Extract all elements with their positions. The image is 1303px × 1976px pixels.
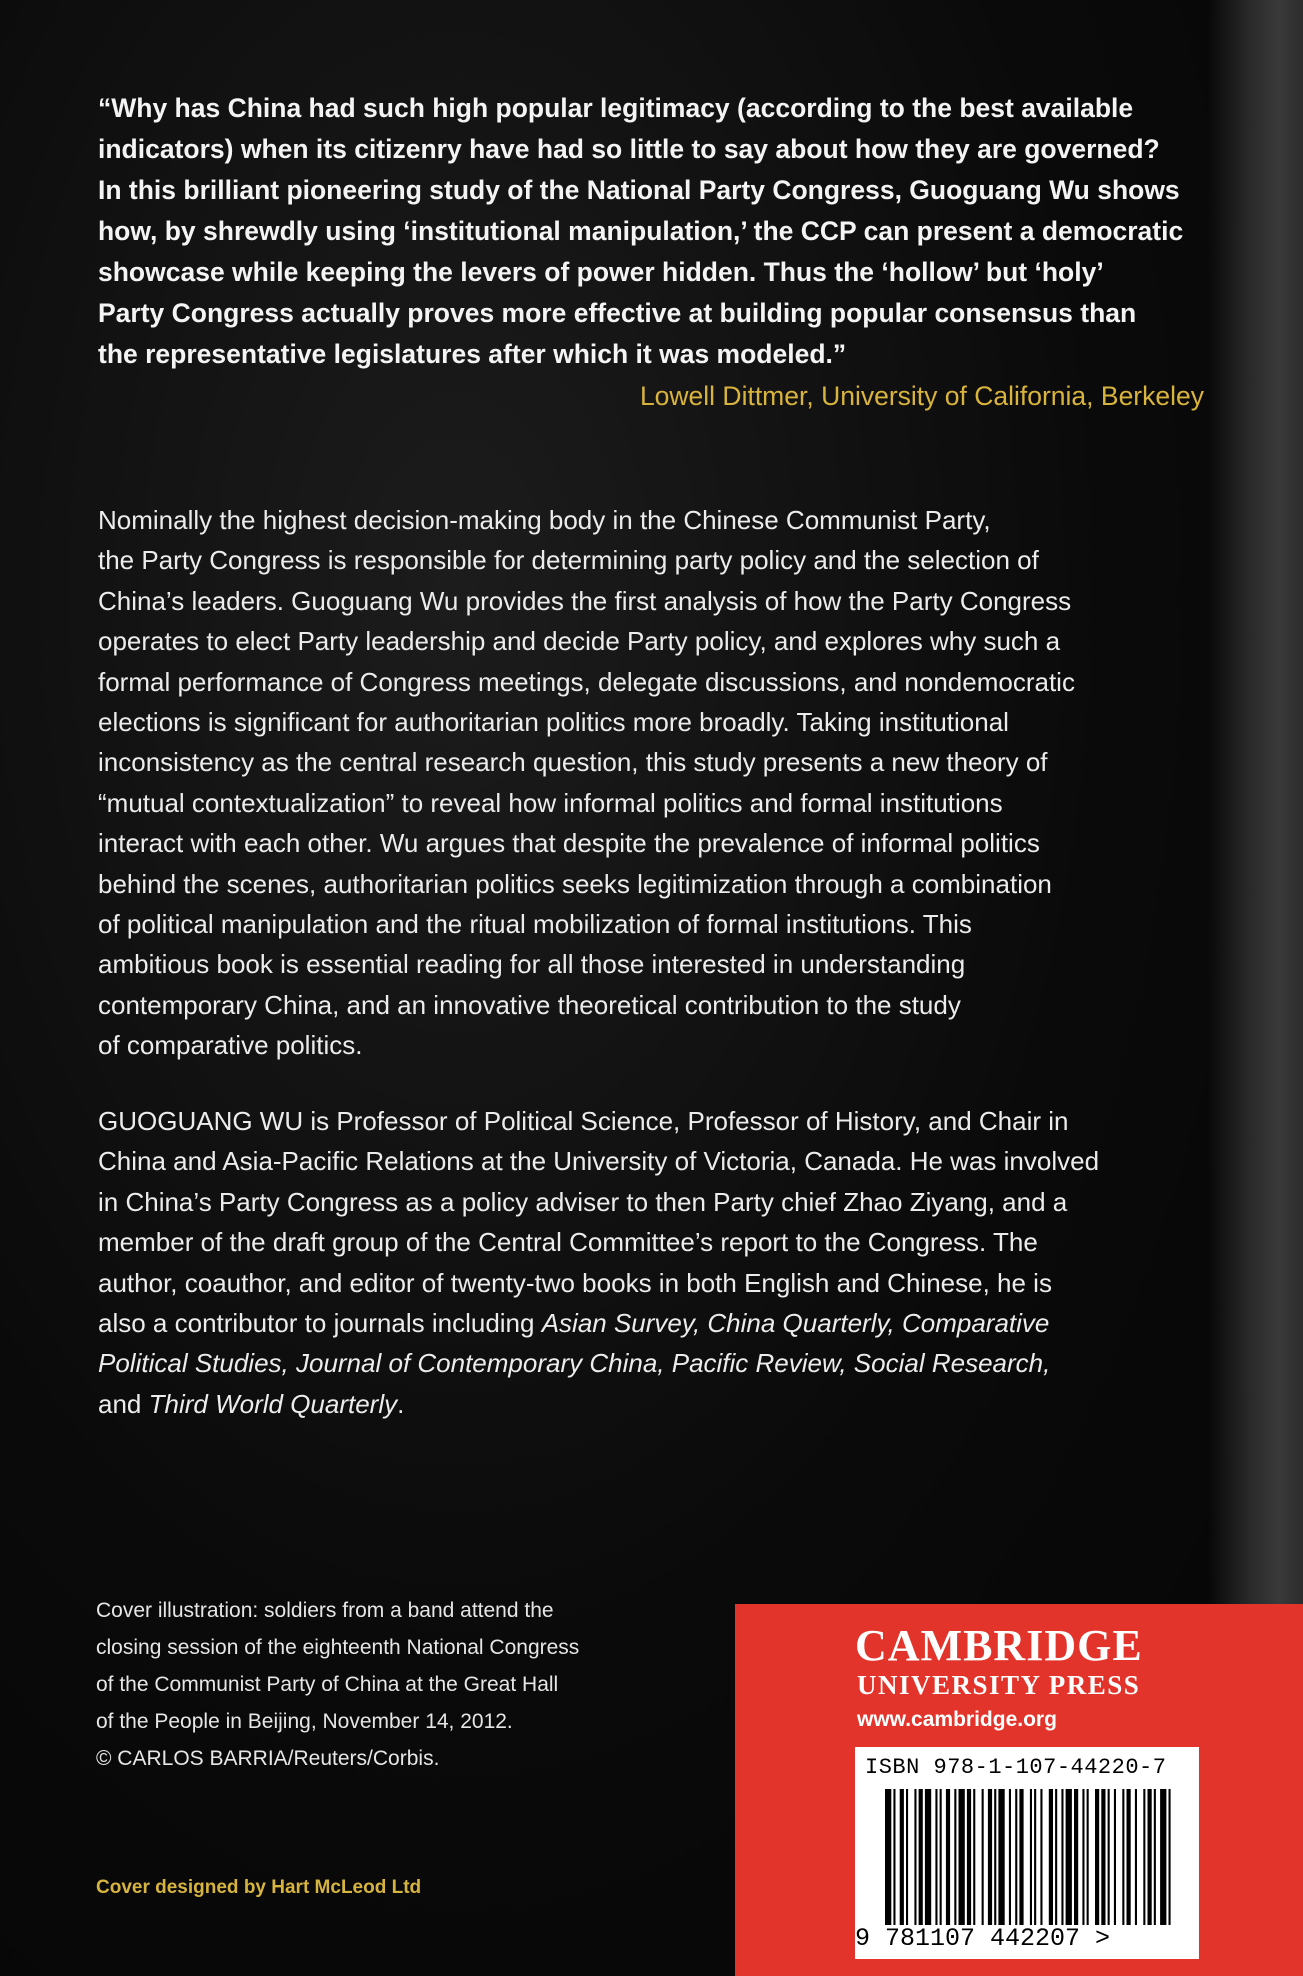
barcode-bar <box>1095 1789 1099 1925</box>
credit-line: of the Communist Party of China at the Great Hall <box>96 1673 559 1696</box>
isbn-barcode-box <box>855 1747 1199 1959</box>
barcode-bar <box>1040 1789 1042 1925</box>
bio-line: member of the draft group of the Central Committee’s report to the Congress. The <box>98 1227 1038 1258</box>
barcode-bar <box>1122 1789 1124 1925</box>
barcode-bar <box>906 1789 908 1925</box>
barcode-bar <box>1019 1789 1023 1925</box>
barcode-bar <box>1135 1789 1137 1925</box>
barcode-bar <box>914 1789 916 1925</box>
quote-line: In this brilliant pioneering study of the National Party Congress, Guoguang Wu shows <box>98 175 1180 205</box>
credit-line: of the People in Beijing, November 14, 2012. <box>96 1710 513 1733</box>
barcode-bar <box>946 1789 950 1925</box>
barcode-bar <box>919 1789 923 1925</box>
barcode-bar <box>893 1789 895 1925</box>
publisher-logo-name: CAMBRIDGE <box>855 1621 1143 1670</box>
barcode-bar <box>1009 1789 1011 1925</box>
barcode-bar <box>982 1789 984 1925</box>
description-line: ambitious book is essential reading for all those interested in understanding <box>98 949 966 980</box>
description-line: contemporary China, and an innovative theoretical contribution to the study <box>98 989 961 1020</box>
barcode-bar <box>1160 1789 1166 1925</box>
description-line: inconsistency as the central research question, this study presents a new theory of <box>98 747 1048 778</box>
bio-line: in China’s Party Congress as a policy adviser to then Party chief Zhao Ziyang, and a <box>98 1186 1068 1217</box>
quote-line: the representative legislatures after which it was modeled.” <box>98 339 847 369</box>
barcode-bar <box>1015 1789 1017 1925</box>
credit-line: © CARLOS BARRIA/Reuters/Corbis. <box>96 1747 440 1770</box>
journal-titles: Political Studies, Journal of Contemporary China, Pacific Review, Social Research, <box>98 1348 1051 1379</box>
barcode-bar <box>1148 1789 1152 1925</box>
quote-line: showcase while keeping the levers of power hidden. Thus the ‘hollow’ but ‘holy’ <box>98 257 1104 287</box>
bio-line: GUOGUANG WU is Professor of Political Science, Professor of History, and Chair in <box>98 1106 1069 1136</box>
cover-designer-credit: Cover designed by Hart McLeod Ltd <box>96 1877 422 1898</box>
barcode-bar <box>1061 1789 1063 1925</box>
quote-line: “Why has China had such high popular legitimacy (according to the best available <box>98 93 1134 123</box>
journal-titles: Third World Quarterly <box>148 1388 398 1419</box>
description-line: “mutual contextualization” to reveal how informal politics and formal institutions <box>98 787 1003 818</box>
barcode-bar <box>1154 1789 1156 1925</box>
description-line: of political manipulation and the ritual mobilization of formal institutions. This <box>98 909 972 940</box>
credit-line: Cover illustration: soldiers from a band attend the <box>96 1599 554 1622</box>
barcode-bar <box>959 1789 965 1925</box>
barcode-bar <box>1143 1789 1145 1925</box>
barcode-bar <box>885 1789 891 1925</box>
barcode-bar <box>973 1789 975 1925</box>
barcode-bar <box>954 1789 956 1925</box>
quote-attribution: Lowell Dittmer, University of California, Berkeley <box>639 381 1204 411</box>
barcode-bar <box>1066 1789 1072 1925</box>
barcode-bar <box>988 1789 992 1925</box>
quote-line: how, by shrewdly using ‘institutional manipulation,’ the CCP can present a democratic <box>98 216 1184 246</box>
bio-line-end: . <box>397 1388 405 1419</box>
bio-line: China and Asia-Pacific Relations at the University of Victoria, Canada. He was involved <box>98 1146 1100 1177</box>
isbn-label: ISBN 978-1-107-44220-7 <box>865 1755 1167 1780</box>
journal-titles: Asian Survey, China Quarterly, Comparative <box>541 1308 1050 1339</box>
barcode-bar <box>1049 1789 1053 1925</box>
bio-line: also a contributor to journals including <box>98 1308 542 1339</box>
barcode-bar <box>1127 1789 1131 1925</box>
publisher-panel <box>735 1604 1303 1976</box>
description-line: the Party Congress is responsible for determining party policy and the selection of <box>98 545 1039 576</box>
barcode-bar <box>1169 1789 1171 1925</box>
quote-line: Party Congress actually proves more effective at building popular consensus than <box>98 298 1137 328</box>
barcode-bar <box>1087 1789 1089 1925</box>
book-description <box>98 500 1218 1066</box>
barcode-bar <box>1034 1789 1036 1925</box>
barcode-bar <box>1114 1789 1116 1925</box>
bio-line: author, coauthor, and editor of twenty-two books in both English and Chinese, he is <box>98 1267 1052 1298</box>
barcode-bar <box>940 1789 942 1925</box>
barcode-bar <box>1082 1789 1084 1925</box>
description-line: behind the scenes, authoritarian politics seeks legitimization through a combination <box>98 868 1052 899</box>
barcode-bar <box>1074 1789 1078 1925</box>
endorsement-quote <box>98 88 1198 375</box>
description-line: formal performance of Congress meetings, delegate discussions, and nondemocratic <box>98 666 1075 697</box>
barcode-bar <box>967 1789 971 1925</box>
barcode-bar <box>925 1789 931 1925</box>
description-line: operates to elect Party leadership and decide Party policy, and explores why such a <box>98 626 1061 657</box>
description-line: Nominally the highest decision-making body in the Chinese Communist Party, <box>98 505 991 535</box>
barcode-bar <box>1108 1789 1110 1925</box>
description-line: of comparative politics. <box>98 1030 363 1061</box>
description-line: interact with each other. Wu argues that despite the prevalence of informal politics <box>98 828 1040 859</box>
barcode-bar <box>1030 1789 1032 1925</box>
author-bio <box>98 1101 1218 1424</box>
barcode-digits: 9 781107 442207 > <box>855 1924 1111 1953</box>
publisher-url: www.cambridge.org <box>857 1708 1057 1731</box>
barcode-bar <box>994 1789 996 1925</box>
description-line: elections is significant for authoritarian politics more broadly. Taking institutional <box>98 707 1009 738</box>
barcode-bar <box>1055 1789 1057 1925</box>
cover-illustration-credit <box>96 1592 656 1777</box>
barcode-bar <box>998 1789 1004 1925</box>
barcode-bar <box>935 1789 937 1925</box>
publisher-logo-press: UNIVERSITY PRESS <box>857 1670 1141 1700</box>
barcode-bar <box>1101 1789 1105 1925</box>
barcode-bar <box>900 1789 904 1925</box>
bio-line: and <box>98 1388 149 1419</box>
description-line: China’s leaders. Guoguang Wu provides the first analysis of how the Party Congress <box>98 585 1072 616</box>
quote-line: indicators) when its citizenry have had so little to say about how they are governed? <box>98 134 1160 164</box>
credit-line: closing session of the eighteenth National Congress <box>96 1636 580 1659</box>
